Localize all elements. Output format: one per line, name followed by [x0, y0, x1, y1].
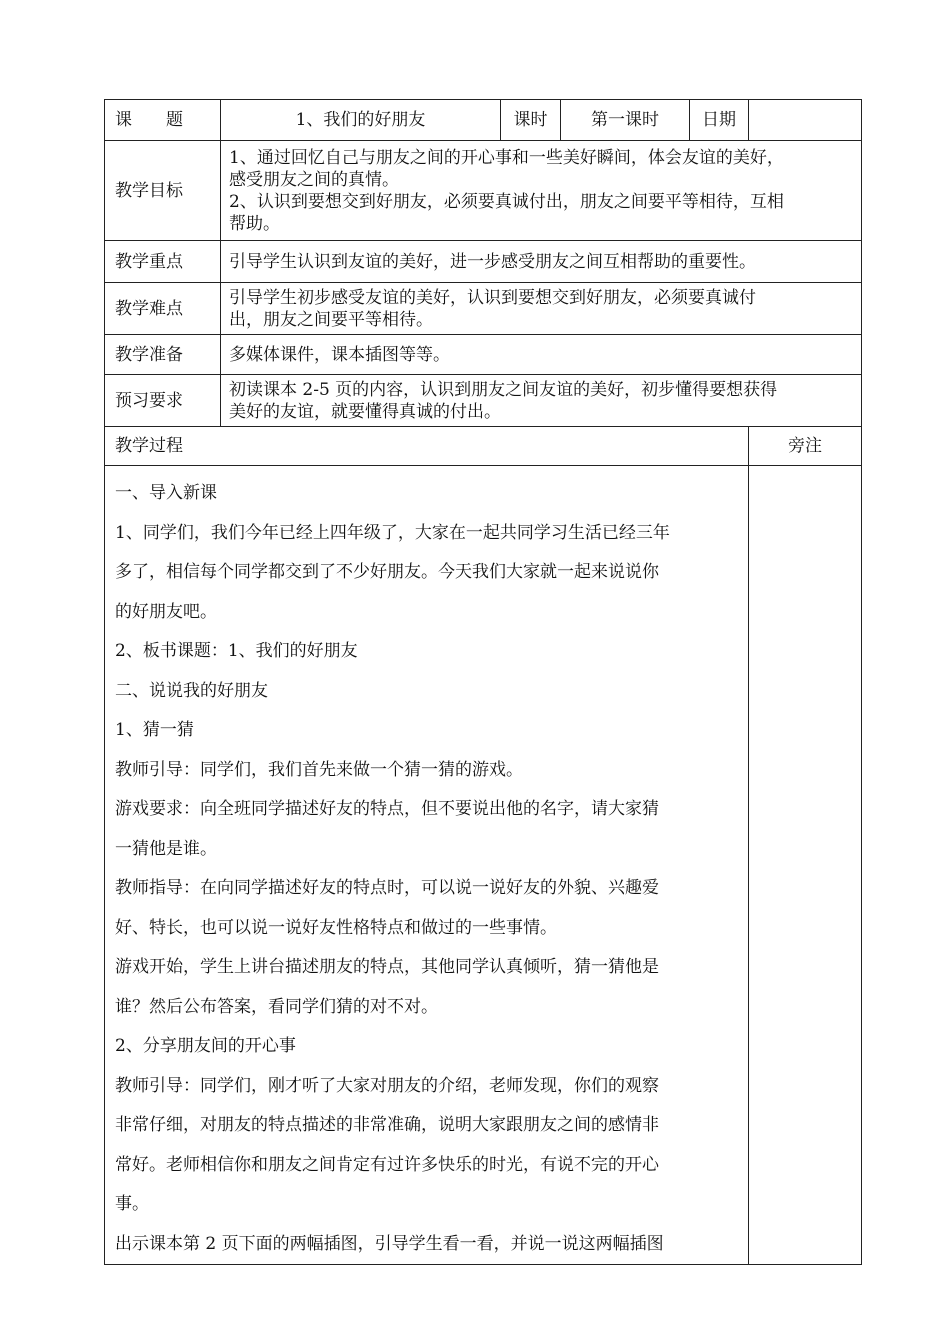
goals-text — [221, 141, 862, 241]
goals-line: 帮助。 — [229, 213, 280, 234]
goals-line: 感受朋友之间的真情。 — [229, 169, 399, 190]
date-label: 日期 — [690, 100, 749, 141]
process-line: 游戏开始，学生上讲台描述朋友的特点，其他同学认真倾听，猜一猜他是 — [115, 957, 659, 977]
process-line: 非常仔细，对朋友的特点描述的非常准确，说明大家跟朋友之间的感情非 — [115, 1115, 659, 1135]
topic-label: 课 题 — [105, 100, 221, 141]
focus-row — [105, 241, 862, 283]
process-line: 一、导入新课 — [115, 483, 217, 503]
difficulty-line: 出，朋友之间要平等相待。 — [229, 309, 433, 330]
process-line: 一猜他是谁。 — [115, 838, 217, 859]
prep-text: 多媒体课件，课本插图等等。 — [221, 335, 862, 375]
difficulty-row — [105, 283, 862, 335]
process-line: 多了，相信每个同学都交到了不少好朋友。今天我们大家就一起来说说你 — [115, 562, 659, 582]
header-row — [105, 100, 862, 141]
period-value: 第一课时 — [561, 100, 690, 141]
process-line: 教师引导：同学们，我们首先来做一个猜一猜的游戏。 — [115, 759, 523, 780]
preview-row — [105, 375, 862, 427]
preview-line: 初读课本 2-5 页的内容，认识到朋友之间友谊的美好，初步懂得要想获得 — [229, 379, 778, 400]
process-line: 2、分享朋友间的开心事 — [115, 1036, 296, 1056]
goals-line: 1、通过回忆自己与朋友之间的开心事和一些美好瞬间，体会友谊的美好， — [229, 147, 784, 168]
process-line: 出示课本第 2 页下面的两幅插图，引导学生看一看，并说一说这两幅插图 — [115, 1233, 664, 1254]
focus-text: 引导学生认识到友谊的美好，进一步感受朋友之间互相帮助的重要性。 — [221, 241, 862, 283]
focus-label: 教学重点 — [105, 241, 221, 283]
process-line: 游戏要求：向全班同学描述好友的特点，但不要说出他的名字，请大家猜 — [115, 799, 659, 819]
process-line: 常好。老师相信你和朋友之间肯定有过许多快乐的时光，有说不完的开心 — [115, 1154, 659, 1175]
process-line: 教师引导：同学们，刚才听了大家对朋友的介绍，老师发现，你们的观察 — [115, 1075, 659, 1096]
process-line: 1、猜一猜 — [115, 720, 194, 740]
side-note-label: 旁注 — [749, 427, 862, 466]
topic-value: 1、我们的好朋友 — [221, 100, 501, 141]
process-body — [105, 466, 749, 1265]
preview-line: 美好的友谊，就要懂得真诚的付出。 — [229, 401, 501, 422]
date-value — [749, 100, 862, 141]
process-line: 二、说说我的好朋友 — [115, 680, 268, 701]
process-body-row — [105, 466, 862, 1265]
preview-text — [221, 375, 862, 427]
difficulty-line: 引导学生初步感受友谊的美好，认识到要想交到好朋友，必须要真诚付 — [229, 287, 756, 308]
difficulty-text — [221, 283, 862, 335]
process-line: 教师指导：在向同学描述好友的特点时，可以说一说好友的外貌、兴趣爱 — [115, 878, 659, 898]
preview-label: 预习要求 — [105, 375, 221, 427]
prep-row — [105, 335, 862, 375]
process-line: 1、同学们，我们今年已经上四年级了，大家在一起共同学习生活已经三年 — [115, 522, 670, 543]
period-label: 课时 — [501, 100, 561, 141]
process-line: 2、板书课题：1、我们的好朋友 — [115, 641, 358, 661]
prep-label: 教学准备 — [105, 335, 221, 375]
lesson-plan-table — [104, 99, 862, 1265]
goals-label: 教学目标 — [105, 141, 221, 241]
process-line: 事。 — [115, 1194, 149, 1214]
process-line: 谁？然后公布答案，看同学们猜的对不对。 — [115, 996, 438, 1017]
process-line: 好、特长，也可以说一说好友性格特点和做过的一些事情。 — [115, 917, 557, 938]
lesson-plan-sheet — [104, 99, 861, 1265]
side-note-body — [749, 466, 862, 1265]
process-header-row — [105, 427, 862, 466]
process-label: 教学过程 — [105, 427, 749, 466]
goals-line: 2、认识到要想交到好朋友，必须要真诚付出，朋友之间要平等相待，互相 — [229, 191, 784, 212]
difficulty-label: 教学难点 — [105, 283, 221, 335]
process-line: 的好朋友吧。 — [115, 601, 217, 622]
goals-row — [105, 141, 862, 241]
